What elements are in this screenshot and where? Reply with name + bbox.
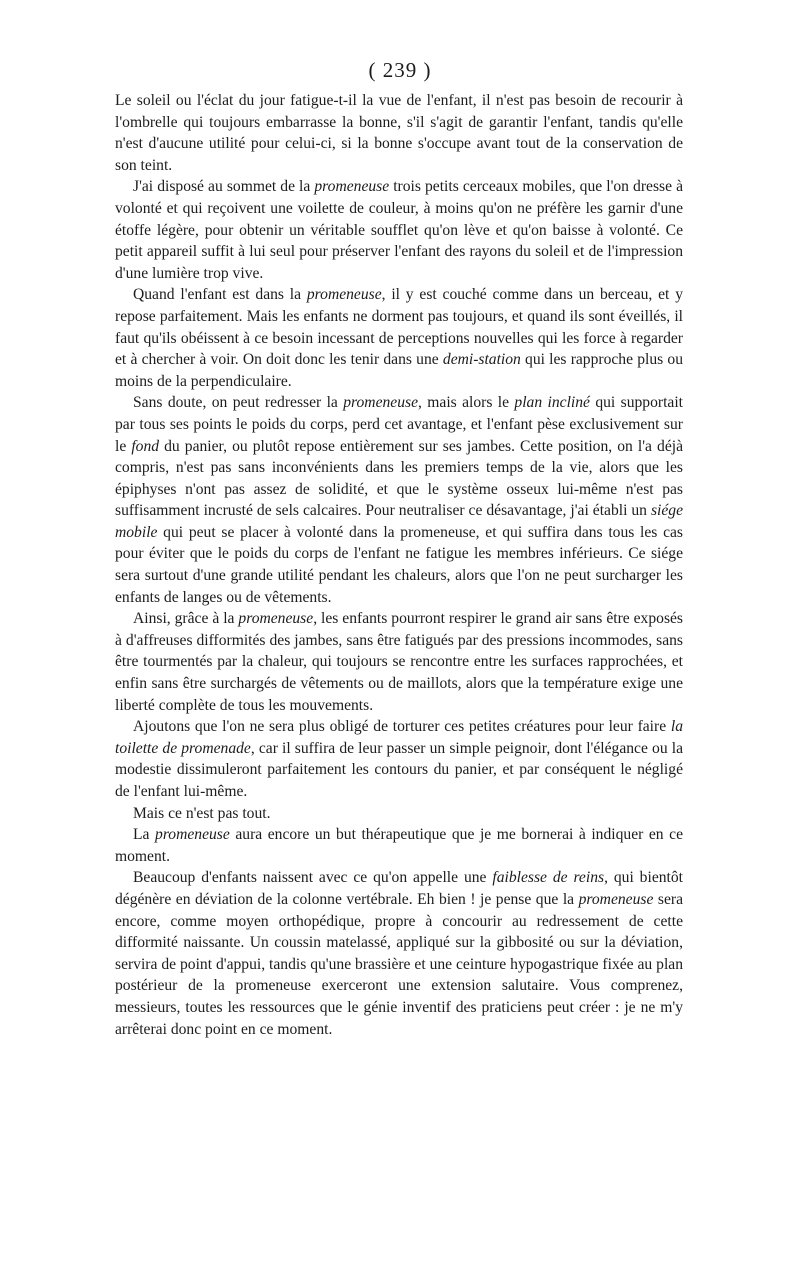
italic-run: la toilette de promenade — [115, 718, 683, 757]
italic-run: promeneuse — [306, 286, 382, 304]
text-run: qui supportait par tous ses points le poids du corps, perd cet avantage, et l'enfant pèse exclusivement sur le — [115, 394, 683, 455]
text-run: Ajoutons que l'on ne sera plus obligé de torturer ces petites créatures pour leur faire — [133, 718, 671, 736]
page-number: ( 239 ) — [368, 58, 432, 82]
paragraph — [115, 824, 683, 867]
text-run: , car il suffira de leur passer un simple peignoir, dont l'élégance ou la modestie dissimuleront parfaitement les contours du panier, et par conséquent le négligé de l'enfant lui-même. — [115, 739, 683, 800]
text-run: La — [133, 826, 156, 844]
text-run: Sans doute, on peut redresser la — [133, 394, 344, 412]
italic-run: demi-station — [442, 351, 521, 369]
text-run: Mais ce n'est pas tout. — [133, 804, 271, 822]
text-run: J'ai disposé au sommet de la — [133, 178, 315, 196]
italic-run: promeneuse — [343, 394, 418, 412]
italic-run: promeneuse — [238, 610, 314, 628]
text-run: , mais alors le — [418, 394, 515, 412]
text-run: qui peut se placer à volonté dans la promeneuse, et qui suffira dans tous les cas pour éviter que le poids du corps de l'enfant ne fatigue les membres inférieurs. Ce siége sera surtout d'une grande utilité pendant les chaleurs, alors que l'on ne peut surcharger les enfants de langes ou de vêtements. — [115, 523, 683, 606]
italic-run: promeneuse — [155, 826, 230, 844]
paragraph — [115, 392, 683, 608]
text-run: Quand l'enfant est dans la — [133, 286, 307, 304]
paragraph — [115, 608, 683, 716]
paragraph — [115, 716, 683, 802]
italic-run: siége mobile — [115, 502, 683, 541]
paragraph — [115, 803, 683, 825]
italic-run: faiblesse de reins — [492, 869, 605, 887]
text-run: du panier, ou plutôt repose entièrement sur ses jambes. Cette position, on l'a déjà compris, n'est pas sans inconvénients dans les premiers temps de la vie, alors que les épiphyses n'ont pas assez de solidité, et que le système osseux lui-même n'est pas suffisamment incrusté de sels calcaires. Pour neutraliser ce désavantage, j'ai établi un — [115, 437, 683, 520]
text-run: , il y est couché comme dans un berceau, et y repose parfaitement. Mais les enfants ne dorment pas toujours, et quand ils sont éveillés, il faut qu'ils obéissent à ce besoin incessant de perceptions nouvelles qui les force à regarder et à chercher à voir. On doit donc les tenir dans une — [115, 286, 683, 369]
text-run: trois petits cerceaux mobiles, que l'on dresse à volonté et qui reçoivent une voilette de couleur, à moins qu'on ne préfère les garnir d'une étoffe légère, pour obtenir un véritable soufflet qu'on lève et qu'on baisse à volonté. Ce petit appareil suffit à lui seul pour préserver l'enfant des rayons du soleil et de l'impression d'une lumière trop vive. — [115, 178, 683, 282]
text-run: aura encore un but thérapeutique que je me bornerai à indiquer en ce moment. — [115, 826, 683, 865]
text-run: sera encore, comme moyen orthopédique, propre à concourir au redressement de cette difformité naissante. Un coussin matelassé, appliqué sur la gibbosité ou sur la déviation, servira de point d'appui, tandis qu'une brassière et une ceinture hypogastrique fixée au plan postérieur de la promeneuse exerceront une extension salutaire. Vous comprenez, messieurs, toutes les ressources que le génie inventif des praticiens peut créer : je ne m'y arrêterai donc point en ce moment. — [115, 890, 683, 1038]
body-text — [115, 90, 683, 1040]
paragraph — [115, 90, 683, 176]
text-run: Le soleil ou l'éclat du jour fatigue-t-il la vue de l'enfant, il n'est pas besoin de recourir à l'ombrelle qui toujours embarrasse la bonne, s'il s'agit de garantir l'enfant, tandis qu'elle n'est d'aucune utilité pour celui-ci, si la bonne s'occupe avant tout de la conservation de son teint. — [115, 92, 683, 174]
text-run: Beaucoup d'enfants naissent avec ce qu'on appelle une — [133, 869, 493, 887]
text-run: , les enfants pourront respirer le grand air sans être exposés à d'affreuses difformités des jambes, sans être fatigués par des pressions incommodes, sans être tourmentés par la chaleur, qui toujours se rencontre entre les surfaces rapprochées, et enfin sans être surchargés de vêtements ou de maillots, alors que la température exige une liberté complète de tous les mouvements. — [115, 610, 683, 714]
italic-run: plan incliné — [514, 394, 590, 412]
italic-run: promeneuse — [314, 178, 390, 196]
text-run: Ainsi, grâce à la — [133, 610, 239, 628]
text-run: qui les rapproche plus ou moins de la perpendiculaire. — [115, 351, 684, 390]
paragraph — [115, 867, 683, 1040]
paragraph — [115, 284, 683, 392]
text-run: , qui bientôt dégénère en déviation de la colonne vertébrale. Eh bien ! je pense que la — [115, 869, 683, 908]
italic-run: fond — [131, 437, 160, 455]
paragraph — [115, 176, 683, 284]
italic-run: promeneuse — [578, 890, 654, 908]
